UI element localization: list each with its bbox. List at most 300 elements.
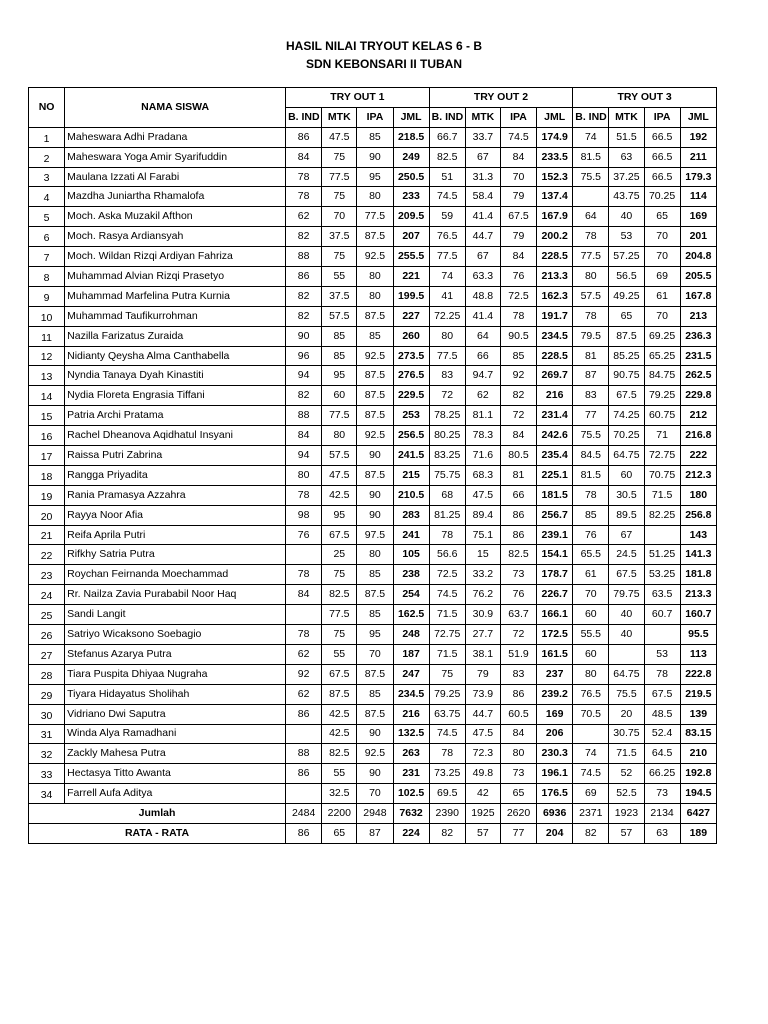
score-total-cell: 210 xyxy=(680,744,716,764)
score-cell: 87.5 xyxy=(357,406,393,426)
score-cell: 80.25 xyxy=(429,426,465,446)
score-cell: 53 xyxy=(609,227,644,247)
score-cell: 72 xyxy=(429,386,465,406)
score-cell: 87.5 xyxy=(357,386,393,406)
student-name: Roychan Feirnanda Moechammad xyxy=(65,565,286,585)
score-cell: 79 xyxy=(500,227,536,247)
score-total-cell: 161.5 xyxy=(537,644,573,664)
score-cell: 70 xyxy=(573,585,609,605)
score-cell: 63.3 xyxy=(465,267,500,287)
student-name: Mazdha Juniartha Rhamalofa xyxy=(65,187,286,207)
score-cell: 73.25 xyxy=(429,764,465,784)
score-total-cell: 169 xyxy=(680,207,716,227)
score-cell: 81.25 xyxy=(429,505,465,525)
score-total-cell: 196.1 xyxy=(537,764,573,784)
header-tryout-3: TRY OUT 3 xyxy=(573,88,717,108)
score-cell: 84 xyxy=(500,426,536,446)
table-row xyxy=(29,306,717,326)
score-cell: 79 xyxy=(465,664,500,684)
score-cell: 63.7 xyxy=(500,605,536,625)
score-cell: 78 xyxy=(429,744,465,764)
score-cell: 37.5 xyxy=(322,286,357,306)
student-name: Nazilla Farizatus Zuraida xyxy=(65,326,286,346)
student-name: Moch. Wildan Rizqi Ardiyan Fahriza xyxy=(65,247,286,267)
score-cell: 70 xyxy=(644,247,680,267)
score-cell: 79.5 xyxy=(573,326,609,346)
score-total-cell: 180 xyxy=(680,485,716,505)
score-total-cell: 179.3 xyxy=(680,167,716,187)
table-row xyxy=(29,644,717,664)
score-total-cell: 229.8 xyxy=(680,386,716,406)
table-row xyxy=(29,684,717,704)
score-cell: 84.75 xyxy=(644,366,680,386)
score-cell: 70.25 xyxy=(609,426,644,446)
score-total-cell: 238 xyxy=(393,565,429,585)
student-name: Tiara Puspita Dhiyaa Nugraha xyxy=(65,664,286,684)
score-total-cell: 241.5 xyxy=(393,446,429,466)
score-cell: 66.25 xyxy=(644,764,680,784)
score-cell: 66 xyxy=(465,346,500,366)
score-total-cell: 178.7 xyxy=(537,565,573,585)
score-total-cell: 199.5 xyxy=(393,286,429,306)
score-cell: 88 xyxy=(286,406,322,426)
score-cell: 55 xyxy=(322,764,357,784)
score-cell xyxy=(286,724,322,744)
score-cell: 47.5 xyxy=(322,465,357,485)
score-cell: 76.5 xyxy=(573,684,609,704)
row-number: 7 xyxy=(29,247,65,267)
score-cell: 67.5 xyxy=(500,207,536,227)
score-cell: 81.5 xyxy=(573,147,609,167)
row-number: 32 xyxy=(29,744,65,764)
score-total-cell: 242.6 xyxy=(537,426,573,446)
table-row xyxy=(29,286,717,306)
table-row xyxy=(29,465,717,485)
score-cell: 92.5 xyxy=(357,346,393,366)
row-number: 2 xyxy=(29,147,65,167)
score-cell: 32.5 xyxy=(322,784,357,804)
score-cell: 72.3 xyxy=(465,744,500,764)
score-cell: 86 xyxy=(286,127,322,147)
row-number: 27 xyxy=(29,644,65,664)
score-cell: 52.4 xyxy=(644,724,680,744)
score-cell: 74.5 xyxy=(429,724,465,744)
jumlah-cell: 1925 xyxy=(465,804,500,824)
score-total-cell: 221 xyxy=(393,267,429,287)
score-total-cell: 256.8 xyxy=(680,505,716,525)
score-cell: 80 xyxy=(357,545,393,565)
score-cell: 75.5 xyxy=(573,426,609,446)
table-row xyxy=(29,505,717,525)
score-total-cell: 204.8 xyxy=(680,247,716,267)
student-name: Rangga Priyadita xyxy=(65,465,286,485)
score-total-cell: 216 xyxy=(393,704,429,724)
score-cell: 65.5 xyxy=(573,545,609,565)
score-cell: 77.5 xyxy=(357,207,393,227)
student-name: Maulana Izzati Al Farabi xyxy=(65,167,286,187)
score-cell: 85 xyxy=(322,346,357,366)
score-cell: 92.5 xyxy=(357,247,393,267)
table-row xyxy=(29,366,717,386)
score-cell: 90 xyxy=(286,326,322,346)
table-row xyxy=(29,187,717,207)
score-cell: 56.6 xyxy=(429,545,465,565)
score-cell xyxy=(644,525,680,545)
score-cell: 76 xyxy=(500,267,536,287)
score-total-cell: 273.5 xyxy=(393,346,429,366)
score-cell: 70 xyxy=(644,306,680,326)
score-total-cell: 234.5 xyxy=(537,326,573,346)
score-cell: 74 xyxy=(573,744,609,764)
score-cell: 88 xyxy=(286,744,322,764)
table-row xyxy=(29,625,717,645)
table-row xyxy=(29,247,717,267)
score-cell: 85 xyxy=(500,346,536,366)
rata-cell: 57 xyxy=(609,823,644,843)
score-cell: 77 xyxy=(573,406,609,426)
score-total-cell: 167.9 xyxy=(537,207,573,227)
score-cell: 77.5 xyxy=(429,346,465,366)
student-name: Nidianty Qeysha Alma Canthabella xyxy=(65,346,286,366)
rata-cell: 224 xyxy=(393,823,429,843)
score-cell: 87.5 xyxy=(357,664,393,684)
score-cell xyxy=(609,644,644,664)
score-cell: 78 xyxy=(500,306,536,326)
score-cell: 64.75 xyxy=(609,664,644,684)
score-cell: 43.75 xyxy=(609,187,644,207)
score-cell: 41 xyxy=(429,286,465,306)
header-row-groups xyxy=(29,88,717,108)
score-cell: 25 xyxy=(322,545,357,565)
score-cell: 74.5 xyxy=(429,187,465,207)
row-number: 16 xyxy=(29,426,65,446)
score-cell: 82.5 xyxy=(429,147,465,167)
row-number: 10 xyxy=(29,306,65,326)
score-total-cell: 237 xyxy=(537,664,573,684)
jumlah-cell: 2390 xyxy=(429,804,465,824)
score-cell: 78 xyxy=(286,167,322,187)
score-cell: 70 xyxy=(322,207,357,227)
score-cell: 57.5 xyxy=(573,286,609,306)
score-cell: 82 xyxy=(286,227,322,247)
header-tryout-2: TRY OUT 2 xyxy=(429,88,573,108)
score-cell: 87.5 xyxy=(357,465,393,485)
score-cell: 60 xyxy=(322,386,357,406)
score-cell: 74.25 xyxy=(609,406,644,426)
score-cell: 85 xyxy=(357,127,393,147)
score-cell: 74.5 xyxy=(429,585,465,605)
score-cell: 87.5 xyxy=(357,704,393,724)
score-total-cell: 229.5 xyxy=(393,386,429,406)
score-cell: 44.7 xyxy=(465,704,500,724)
score-cell: 80 xyxy=(357,286,393,306)
score-cell: 87.5 xyxy=(357,585,393,605)
score-total-cell: 276.5 xyxy=(393,366,429,386)
score-total-cell: 192.8 xyxy=(680,764,716,784)
score-cell: 75 xyxy=(322,187,357,207)
score-cell: 78.3 xyxy=(465,426,500,446)
jumlah-cell: 2200 xyxy=(322,804,357,824)
score-cell: 83 xyxy=(429,366,465,386)
row-number: 26 xyxy=(29,625,65,645)
student-name: Hectasya Titto Awanta xyxy=(65,764,286,784)
score-cell: 71.6 xyxy=(465,446,500,466)
score-total-cell: 152.3 xyxy=(537,167,573,187)
row-number: 8 xyxy=(29,267,65,287)
jumlah-cell: 2948 xyxy=(357,804,393,824)
student-name: Zackly Mahesa Putra xyxy=(65,744,286,764)
score-total-cell: 215 xyxy=(393,465,429,485)
score-total-cell: 233.5 xyxy=(537,147,573,167)
score-cell: 49.25 xyxy=(609,286,644,306)
jumlah-cell: 2134 xyxy=(644,804,680,824)
row-number: 28 xyxy=(29,664,65,684)
score-total-cell: 211 xyxy=(680,147,716,167)
score-cell: 76.2 xyxy=(465,585,500,605)
score-total-cell: 253 xyxy=(393,406,429,426)
header-bind-3: B. IND xyxy=(573,107,609,127)
score-cell: 70 xyxy=(644,227,680,247)
student-name: Maheswara Yoga Amir Syarifuddin xyxy=(65,147,286,167)
score-total-cell: 191.7 xyxy=(537,306,573,326)
score-cell: 83 xyxy=(500,664,536,684)
score-cell: 47.5 xyxy=(322,127,357,147)
score-cell: 85 xyxy=(357,684,393,704)
score-total-cell: 239.1 xyxy=(537,525,573,545)
row-number: 1 xyxy=(29,127,65,147)
score-cell: 69 xyxy=(573,784,609,804)
score-total-cell: 113 xyxy=(680,644,716,664)
header-bind-2: B. IND xyxy=(429,107,465,127)
header-bind-1: B. IND xyxy=(286,107,322,127)
score-cell: 75.75 xyxy=(429,465,465,485)
student-name: Rania Pramasya Azzahra xyxy=(65,485,286,505)
score-cell: 57.5 xyxy=(322,446,357,466)
score-total-cell: 256.7 xyxy=(537,505,573,525)
score-cell xyxy=(573,187,609,207)
score-cell: 51.9 xyxy=(500,644,536,664)
row-number: 34 xyxy=(29,784,65,804)
score-cell: 63.5 xyxy=(644,585,680,605)
score-total-cell: 169 xyxy=(537,704,573,724)
score-cell: 75 xyxy=(322,565,357,585)
student-name: Rachel Dheanova Aqidhatul Insyani xyxy=(65,426,286,446)
score-total-cell: 83.15 xyxy=(680,724,716,744)
score-cell: 78 xyxy=(573,306,609,326)
rata-cell: 87 xyxy=(357,823,393,843)
score-total-cell: 247 xyxy=(393,664,429,684)
score-cell: 30.9 xyxy=(465,605,500,625)
score-cell: 90.5 xyxy=(500,326,536,346)
score-cell: 75 xyxy=(322,147,357,167)
score-cell: 72.25 xyxy=(429,306,465,326)
score-cell: 60 xyxy=(609,465,644,485)
score-cell: 67 xyxy=(465,147,500,167)
score-cell: 70.5 xyxy=(573,704,609,724)
score-cell: 86 xyxy=(500,505,536,525)
rata-row xyxy=(29,823,717,843)
score-cell: 80 xyxy=(573,267,609,287)
score-cell: 73 xyxy=(644,784,680,804)
score-cell: 80 xyxy=(573,664,609,684)
jumlah-cell: 2371 xyxy=(573,804,609,824)
score-cell: 85.25 xyxy=(609,346,644,366)
score-total-cell: 213 xyxy=(680,306,716,326)
score-cell: 20 xyxy=(609,704,644,724)
student-name: Winda Alya Ramadhani xyxy=(65,724,286,744)
score-total-cell: 283 xyxy=(393,505,429,525)
score-total-cell: 216.8 xyxy=(680,426,716,446)
score-total-cell: 205.5 xyxy=(680,267,716,287)
score-total-cell: 132.5 xyxy=(393,724,429,744)
score-cell: 74.5 xyxy=(500,127,536,147)
score-cell: 98 xyxy=(286,505,322,525)
table-row xyxy=(29,326,717,346)
score-cell: 47.5 xyxy=(465,485,500,505)
student-name: Muhammad Marfelina Putra Kurnia xyxy=(65,286,286,306)
score-cell: 42.5 xyxy=(322,704,357,724)
score-cell: 84 xyxy=(500,247,536,267)
header-no: NO xyxy=(29,88,65,128)
header-mtk-3: MTK xyxy=(609,107,644,127)
score-cell: 61 xyxy=(644,286,680,306)
score-cell: 82.5 xyxy=(500,545,536,565)
score-total-cell: 250.5 xyxy=(393,167,429,187)
score-cell: 71.5 xyxy=(609,744,644,764)
score-cell: 69.5 xyxy=(429,784,465,804)
score-cell: 90 xyxy=(357,485,393,505)
score-cell: 77.5 xyxy=(429,247,465,267)
score-cell: 84 xyxy=(286,585,322,605)
score-total-cell: 143 xyxy=(680,525,716,545)
score-cell: 72 xyxy=(500,406,536,426)
score-cell: 64.75 xyxy=(609,446,644,466)
score-total-cell: 95.5 xyxy=(680,625,716,645)
score-cell: 38.1 xyxy=(465,644,500,664)
header-mtk-2: MTK xyxy=(465,107,500,127)
score-cell: 79.25 xyxy=(429,684,465,704)
jumlah-cell: 7632 xyxy=(393,804,429,824)
score-cell: 79 xyxy=(500,187,536,207)
score-cell: 80.5 xyxy=(500,446,536,466)
score-total-cell: 176.5 xyxy=(537,784,573,804)
score-cell: 67.5 xyxy=(609,565,644,585)
student-name: Rifkhy Satria Putra xyxy=(65,545,286,565)
score-cell: 68 xyxy=(429,485,465,505)
score-total-cell: 200.2 xyxy=(537,227,573,247)
score-cell: 82 xyxy=(286,306,322,326)
score-total-cell: 234.5 xyxy=(393,684,429,704)
score-cell: 81 xyxy=(500,465,536,485)
score-cell: 82 xyxy=(500,386,536,406)
score-cell: 27.7 xyxy=(465,625,500,645)
score-total-cell: 192 xyxy=(680,127,716,147)
score-cell: 85 xyxy=(357,605,393,625)
score-cell: 44.7 xyxy=(465,227,500,247)
row-number: 13 xyxy=(29,366,65,386)
score-cell xyxy=(573,724,609,744)
score-cell: 67 xyxy=(465,247,500,267)
score-total-cell: 167.8 xyxy=(680,286,716,306)
score-total-cell: 230.3 xyxy=(537,744,573,764)
score-total-cell: 218.5 xyxy=(393,127,429,147)
score-cell: 75.5 xyxy=(573,167,609,187)
score-cell: 64.5 xyxy=(644,744,680,764)
score-cell: 33.7 xyxy=(465,127,500,147)
score-cell: 87.5 xyxy=(357,306,393,326)
score-cell: 75.5 xyxy=(609,684,644,704)
score-total-cell: 187 xyxy=(393,644,429,664)
score-cell: 68.3 xyxy=(465,465,500,485)
score-cell: 92 xyxy=(286,664,322,684)
jumlah-row xyxy=(29,804,717,824)
score-total-cell: 260 xyxy=(393,326,429,346)
score-cell: 67.5 xyxy=(322,525,357,545)
table-row xyxy=(29,605,717,625)
score-cell: 83.25 xyxy=(429,446,465,466)
rata-cell: 86 xyxy=(286,823,322,843)
student-name: Tiyara Hidayatus Sholihah xyxy=(65,684,286,704)
score-total-cell: 162.3 xyxy=(537,286,573,306)
score-cell: 24.5 xyxy=(609,545,644,565)
score-total-cell: 249 xyxy=(393,147,429,167)
score-cell: 70 xyxy=(357,784,393,804)
score-cell: 85 xyxy=(357,326,393,346)
jumlah-cell: 6936 xyxy=(537,804,573,824)
score-cell: 73.9 xyxy=(465,684,500,704)
score-cell: 66 xyxy=(500,485,536,505)
score-table xyxy=(28,87,717,844)
score-cell: 82 xyxy=(286,386,322,406)
jumlah-cell: 2620 xyxy=(500,804,536,824)
rata-label: RATA - RATA xyxy=(29,823,286,843)
score-cell: 64 xyxy=(465,326,500,346)
table-row xyxy=(29,485,717,505)
score-cell: 76.5 xyxy=(429,227,465,247)
score-cell: 56.5 xyxy=(609,267,644,287)
score-total-cell: 154.1 xyxy=(537,545,573,565)
score-total-cell: 206 xyxy=(537,724,573,744)
score-cell: 78 xyxy=(429,525,465,545)
score-cell: 51.25 xyxy=(644,545,680,565)
score-cell: 81.1 xyxy=(465,406,500,426)
score-cell: 41.4 xyxy=(465,306,500,326)
student-name: Raissa Putri Zabrina xyxy=(65,446,286,466)
score-cell: 89.4 xyxy=(465,505,500,525)
score-total-cell: 172.5 xyxy=(537,625,573,645)
score-total-cell: 141.3 xyxy=(680,545,716,565)
score-cell: 70 xyxy=(357,644,393,664)
student-name: Moch. Aska Muzakil Afthon xyxy=(65,207,286,227)
table-row xyxy=(29,585,717,605)
score-cell: 67.5 xyxy=(609,386,644,406)
score-cell: 73 xyxy=(500,565,536,585)
score-total-cell: 226.7 xyxy=(537,585,573,605)
score-total-cell: 213.3 xyxy=(537,267,573,287)
score-cell: 88 xyxy=(286,247,322,267)
student-name: Maheswara Adhi Pradana xyxy=(65,127,286,147)
score-cell: 52 xyxy=(609,764,644,784)
student-name: Sandi Langit xyxy=(65,605,286,625)
score-cell: 37.25 xyxy=(609,167,644,187)
score-cell: 90.75 xyxy=(609,366,644,386)
score-cell: 52.5 xyxy=(609,784,644,804)
score-cell: 40 xyxy=(609,625,644,645)
score-cell: 66.5 xyxy=(644,147,680,167)
score-cell: 31.3 xyxy=(465,167,500,187)
score-cell: 92 xyxy=(500,366,536,386)
rata-cell: 82 xyxy=(429,823,465,843)
